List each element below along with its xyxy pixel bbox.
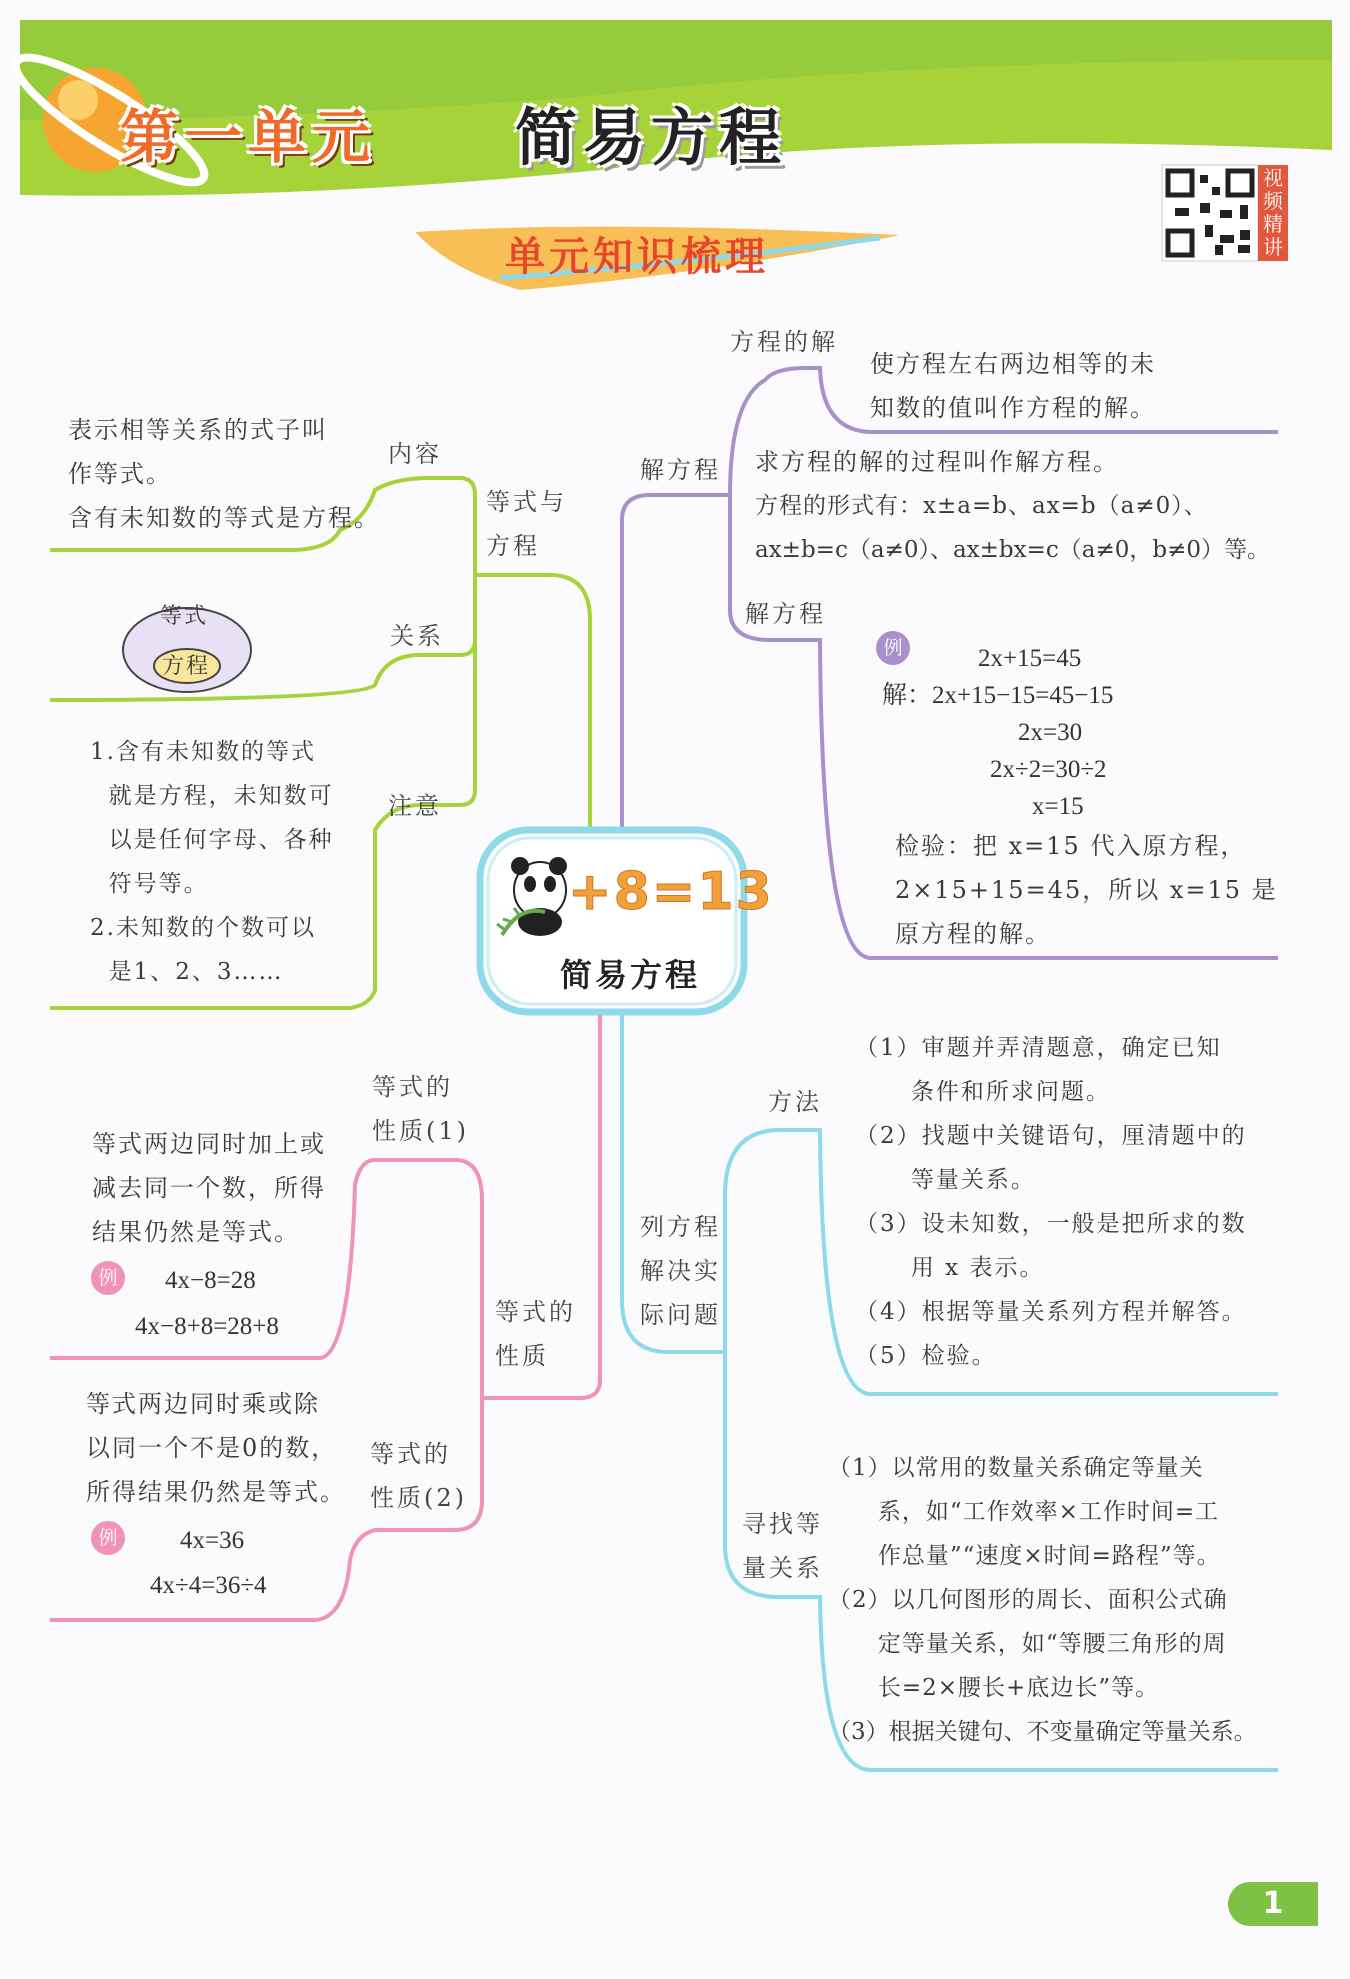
relations-item: （2）以几何图形的周长、面积公式确	[828, 1587, 1228, 1613]
branch-label-properties: 等式的 性质	[495, 1298, 576, 1370]
property-1-text: 等式两边同时加上或 减去同一个数，所得 结果仍然是等式。	[92, 1130, 326, 1246]
branch-label-solving: 解方程	[640, 456, 721, 484]
method-item: （2）找题中关键语句，厘清题中的	[855, 1123, 1247, 1149]
relations-item: （1）以常用的数量关系确定等量关	[828, 1455, 1204, 1481]
relations-item: （3）根据关键句、不变量确定等量关系。	[828, 1719, 1257, 1745]
method-item: （1）审题并弄清题意，确定已知	[855, 1035, 1222, 1061]
property-1-example-line: 4x−8=28	[165, 1267, 256, 1294]
qr-caption: 视频精讲	[1258, 165, 1288, 261]
property-2-example-line: 4x÷4=36÷4	[150, 1572, 267, 1599]
solution-label: 方程的解	[730, 328, 838, 356]
chapter-title: 简易方程	[515, 101, 788, 174]
section-title: 单元知识梳理	[505, 234, 769, 280]
page-number: 1	[1228, 1882, 1318, 1926]
example-badge: 例	[98, 1527, 118, 1549]
relations-label: 寻找等 量关系	[742, 1510, 823, 1582]
relations-item: 定等量关系，如“等腰三角形的周	[828, 1631, 1227, 1657]
content-label: 内容	[388, 440, 442, 468]
property-2-text: 等式两边同时乘或除 以同一个不是0的数， 所得结果仍然是等式。	[86, 1390, 346, 1506]
attention-item: 就是方程，未知数可	[90, 783, 334, 809]
example-badge: 例	[98, 1267, 118, 1289]
relation-outer-text: 等式	[160, 604, 209, 629]
solving-step: 2x+15=45	[978, 645, 1082, 672]
relations-item: 系，如“工作效率×工作时间=工	[828, 1499, 1220, 1525]
method-item: （5）检验。	[855, 1343, 997, 1369]
property-2-label: 等式的 性质(2)	[370, 1440, 467, 1512]
method-item: 用 x 表示。	[855, 1255, 1045, 1281]
solving-step: 解：2x+15−15=45−15	[882, 682, 1114, 709]
equation-forms-line1: 方程的形式有：x±a=b、ax=b（a≠0）、	[755, 493, 1208, 519]
solving-step: 2x÷2=30÷2	[990, 756, 1107, 783]
method-item: （4）根据等量关系列方程并解答。	[855, 1299, 1247, 1325]
attention-item: 1.含有未知数的等式	[90, 739, 316, 765]
solving-step: x=15	[1032, 793, 1084, 820]
unit-title: 第一单元	[120, 103, 377, 171]
center-equation: +8=13	[568, 862, 774, 922]
attention-item: 是1、2、3……	[90, 959, 284, 985]
branch-label-application: 列方程 解决实 际问题	[640, 1213, 721, 1329]
example-badge: 例	[883, 637, 903, 659]
solving-check: 检验：把 x=15 代入原方程， 2×15+15=45，所以 x=15 是 原方程的解。	[895, 832, 1278, 948]
attention-item: 2.未知数的个数可以	[90, 915, 316, 941]
attention-label: 注意	[388, 792, 442, 820]
branch-label-equality-equation: 等式与 方程	[486, 488, 567, 560]
equation-forms-line2: ax±b=c（a≠0）、ax±bx=c（a≠0，b≠0）等。	[755, 537, 1270, 563]
solving-definition: 求方程的解的过程叫作解方程。	[755, 448, 1119, 476]
method-item: （3）设未知数，一般是把所求的数	[855, 1211, 1247, 1237]
method-item: 等量关系。	[855, 1167, 1036, 1193]
relations-item: 作总量”“速度×时间=路程”等。	[828, 1543, 1221, 1569]
relation-label: 关系	[390, 622, 444, 650]
property-2-example-line: 4x=36	[180, 1527, 245, 1554]
property-1-label: 等式的 性质(1)	[372, 1073, 469, 1145]
method-item: 条件和所求问题。	[855, 1079, 1111, 1105]
center-title: 简易方程	[559, 956, 700, 994]
content-text: 表示相等关系的式子叫 作等式。 含有未知数的等式是方程。	[68, 416, 380, 532]
relations-item: 长=2×腰长+底边长”等。	[828, 1675, 1160, 1701]
solution-text: 使方程左右两边相等的未 知数的值叫作方程的解。	[870, 350, 1156, 422]
property-1-example-line: 4x−8+8=28+8	[135, 1313, 279, 1340]
solving-step: 2x=30	[1018, 719, 1083, 746]
relation-inner-text: 方程	[162, 654, 211, 679]
attention-item: 符号等。	[90, 871, 209, 897]
process-label: 解方程	[745, 600, 826, 628]
attention-item: 以是任何字母、各种	[90, 827, 334, 853]
qr-code-icon	[1162, 165, 1258, 261]
method-label: 方法	[768, 1088, 822, 1116]
